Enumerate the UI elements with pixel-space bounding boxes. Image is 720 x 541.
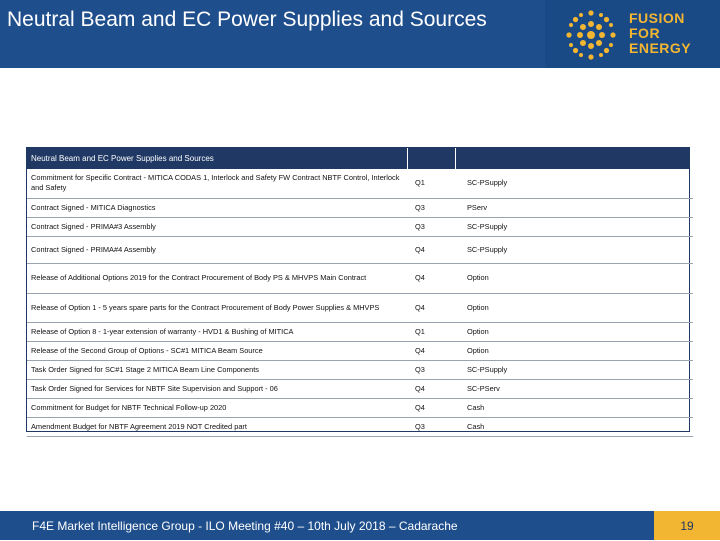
row-description: Commitment for Budget for NBTF Technical Follow-up 2020 — [27, 398, 411, 417]
row-description: Amendment Budget for NBTF Agreement 2019 NOT Credited part — [27, 417, 411, 436]
row-quarter: Q4 — [411, 341, 463, 360]
table-caption-col-quarter — [407, 148, 455, 169]
row-description: Task Order Signed for Services for NBTF Site Supervision and Support - 06 — [27, 379, 411, 398]
row-description: Release of Additional Options 2019 for the Contract Procurement of Body PS & MHVPS Main Contract — [27, 263, 411, 293]
row-category: Cash — [463, 398, 693, 417]
header-bar — [0, 0, 720, 68]
row-quarter: Q1 — [411, 322, 463, 341]
table-row — [27, 417, 693, 436]
table-row — [27, 263, 693, 293]
row-category: SC-PSupply — [463, 169, 693, 198]
row-category: SC-PSupply — [463, 236, 693, 263]
table-body — [27, 169, 693, 437]
table-row — [27, 293, 693, 322]
row-quarter: Q4 — [411, 398, 463, 417]
table-row — [27, 236, 693, 263]
row-quarter: Q4 — [411, 293, 463, 322]
row-quarter: Q3 — [411, 360, 463, 379]
logo-wordmark — [629, 11, 691, 56]
logo-line: FOR — [629, 25, 661, 41]
table-caption: Neutral Beam and EC Power Supplies and Sources — [31, 154, 214, 163]
slide-title: Neutral Beam and EC Power Supplies and Sources — [7, 8, 487, 31]
table-row — [27, 341, 693, 360]
row-category: SC-PSupply — [463, 360, 693, 379]
footer-bar — [0, 511, 720, 540]
row-description: Contract Signed - PRIMA#3 Assembly — [27, 217, 411, 236]
row-description: Contract Signed - MITICA Diagnostics — [27, 198, 411, 217]
table-row — [27, 398, 693, 417]
row-category: Option — [463, 263, 693, 293]
row-quarter: Q4 — [411, 236, 463, 263]
row-category: PServ — [463, 198, 693, 217]
row-description: Release of Option 8 - 1-year extension of warranty - HVD1 & Bushing of MITICA — [27, 322, 411, 341]
row-category: SC-PSupply — [463, 217, 693, 236]
row-quarter: Q4 — [411, 263, 463, 293]
logo-line: ENERGY — [629, 40, 692, 56]
row-quarter: Q1 — [411, 169, 463, 198]
table-caption-bar — [27, 148, 689, 169]
page-number: 19 — [654, 511, 720, 540]
table-row — [27, 198, 693, 217]
table-row — [27, 379, 693, 398]
row-quarter: Q4 — [411, 379, 463, 398]
row-category: Option — [463, 293, 693, 322]
logo-line: FUSION — [629, 10, 685, 26]
row-category: Option — [463, 341, 693, 360]
table-row — [27, 217, 693, 236]
row-category: SC-PServ — [463, 379, 693, 398]
row-description: Release of the Second Group of Options - SC#1 MITICA Beam Source — [27, 341, 411, 360]
row-description: Task Order Signed for SC#1 Stage 2 MITICA Beam Line Components — [27, 360, 411, 379]
logo — [545, 0, 720, 68]
row-description: Release of Option 1 - 5 years spare parts for the Contract Procurement of Body Power Supplies & MHVPS — [27, 293, 411, 322]
table-row — [27, 322, 693, 341]
row-quarter: Q3 — [411, 417, 463, 436]
row-category: Option — [463, 322, 693, 341]
row-description: Contract Signed - PRIMA#4 Assembly — [27, 236, 411, 263]
table-caption-col-category — [455, 148, 678, 169]
row-category: Cash — [463, 417, 693, 436]
row-description: Commitment for Specific Contract - MITICA CODAS 1, Interlock and Safety FW Contract NBTF Control, Interlock and Safety — [27, 169, 411, 198]
procurement-table — [26, 147, 690, 432]
row-quarter: Q3 — [411, 217, 463, 236]
fusion-for-energy-emblem-icon — [565, 9, 617, 61]
table-row — [27, 360, 693, 379]
row-quarter: Q3 — [411, 198, 463, 217]
footer-text: F4E Market Intelligence Group - ILO Meeting #40 – 10th July 2018 – Cadarache — [32, 519, 458, 533]
table-row — [27, 169, 693, 198]
